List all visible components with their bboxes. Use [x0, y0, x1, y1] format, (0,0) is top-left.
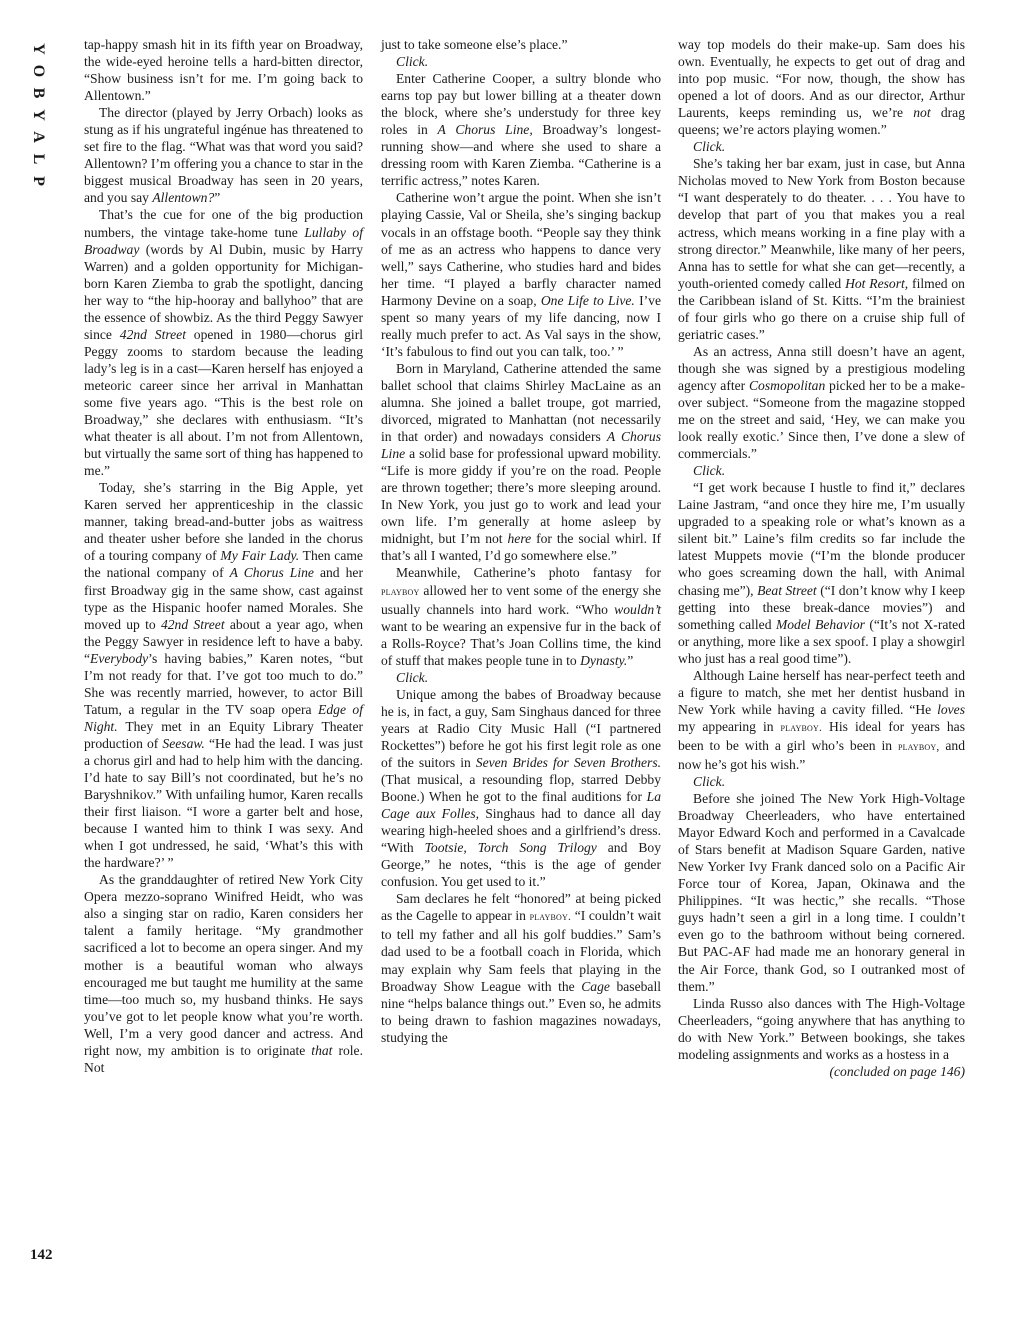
article-paragraph: Click.: [693, 463, 726, 479]
article-paragraph: Click.: [396, 54, 429, 70]
article-paragraph: “I get work because I hustle to find it,” declares Laine Jastram, “and once they hire me, I’m usually upgraded to a speaking role or what’s known as a silent bit.” Laine’s film credits so far include the latest Muppets movie (“I’m the blonde producer who goes screaming down the hall, with Animal chasing me”), Beat Street (“I don’t know why I keep getting into these break-dance movies”) and something called Model Behavior (“It’s not X-rated or anything, more like a sex spoof. I play a showgirl who just has a real good time”).: [678, 480, 966, 666]
continued-note: (concluded on page 146): [829, 1063, 965, 1079]
article-paragraph: Catherine won’t argue the point. When she isn’t playing Cassie, Val or Sheila, she’s singing backup vocals in an offstage booth. “People say they think of me as an actress who happens to dance very well,” says Catherine, who studies hard and bides her time. “I played a barfly character named Harmony Devine on a soap, One Life to Live. I’ve spent so many years of my life dancing, now I really much prefer to act. As Val says in the show, ‘It’s fabulous to find out you can talk, too.’ ”: [381, 190, 661, 359]
article-paragraph: Unique among the babes of Broadway because he is, in fact, a guy, Sam Singhaus danced for three years at Radio City Music Hall (“I partnered Rockettes”) before he got his first legit role as one of the suitors in Seven Brides for Seven Brothers. (That musical, a resounding flop, starred Debby Boone.) When he got to the final auditions for La Cage aux Folles, Singhaus had to dance all day wearing high-heeled shoes and a girlfriend’s dress. “With Tootsie, Torch Song Trilogy and Boy George,” he notes, “this is the age of gender confusion. You get used to it.”: [381, 686, 662, 890]
page-number: 142: [30, 1247, 53, 1263]
article-paragraph: Click.: [396, 669, 429, 685]
article-paragraph: just to take someone else’s place.”: [381, 37, 568, 52]
article-paragraph: tap-happy smash hit in its fifth year on Broadway, the wide-eyed heroine tells a hard-bitten director, “Show business isn’t for me. I’m going back to Allentown.”: [84, 37, 363, 104]
logo-letter: P: [30, 176, 47, 186]
article-paragraph: Sam declares he felt “honored” at being picked as the Cagelle to appear in playboy. “I couldn’t wait to tell my father and all his golf buddies.” Sam’s dad used to be a football coach in Florida, which may explain why Sam feels that playing in the Broadway Show League with the Cage baseball nine “helps balance things out.” Even so, he admits to being drawn to fashion magazines nowadays, studying the: [381, 891, 661, 1045]
article-paragraph: way top models do their make-up. Sam does his own. Eventually, he expects to get out of drag and into pop music. “For now, though, the show has opened a lot of doors. And as our director, Arthur Laurents, keeps reminding us, we’re not drag queens; we’re actors playing women.”: [678, 37, 965, 138]
article-paragraph: Although Laine herself has near-perfect teeth and a figure to match, she met her dentist husband in New York while having a cavity filled. “He loves my appearing in playboy. His ideal for years has been to be with a girl who’s been in playboy, and now he’s got his wish.”: [678, 667, 965, 772]
logo-letter: B: [30, 87, 47, 99]
article-paragraph: The director (played by Jerry Orbach) looks as stung as if his ungrateful ingénue has threatened to set fire to the flag. “What was that word you said? Allentown? I’m offering you a chance to star in the biggest musical Broadway has seen in 20 years, and you say Allentown?”: [84, 105, 363, 206]
logo-letter: Y: [30, 43, 47, 55]
article-paragraph: Before she joined The New York High-Voltage Broadway Cheerleaders, who have entertained Mayor Edward Koch and performed in a Cavalcade of Stars benefit at Madison Square Garden, native New Yorker Ivy Frank danced solo on a Pacific Air Force tour of Korea, Japan, Okinawa and the Philippines. “It was hectic,” she recalls. “Those guys hadn’t seen a girl in a long time. I couldn’t even go to the bathroom without being cornered. But PAC-AF had made me an honorary general in the Air Force, thank God, so I outranked most of them.”: [678, 791, 965, 994]
article-column-3: [678, 36, 965, 1080]
article-paragraph: Click.: [693, 139, 726, 155]
article-paragraph: Meanwhile, Catherine’s photo fantasy for playboy allowed her to vent some of the energy she usually channels into hard work. “Who wouldn’t want to be wearing an expensive fur in the back of a Rolls-Royce? That’s Joan Collins time, the kind of stuff that makes people tune in to Dynasty.”: [381, 565, 661, 668]
article-paragraph: As an actress, Anna still doesn’t have an agent, though she was signed by a prestigious modeling agency after Cosmopolitan picked her to be a make-over subject. “Someone from the magazine stopped me on the street and said, ‘Hey, we can make you look really exotic.’ Since then, I’ve done a slew of commercials.”: [678, 343, 965, 462]
article-paragraph: As the granddaughter of retired New York City Opera mezzo-soprano Winifred Heidt, who was also a singing star on radio, Karen considers her talent a family heritage. “My grandmother sacrificed a lot to become an opera singer. And my mother is a beautiful woman who always encouraged me but taught me humility at the same time—too much so, my husband thinks. He says you’ve got to let people know what you’re worth. Well, I’m a very good dancer and actress. And right now, my ambition is to originate that role. Not: [84, 872, 363, 1075]
logo-letter: O: [30, 64, 47, 78]
article-paragraph: Linda Russo also dances with The High-Voltage Cheerleaders, “going anywhere that has anything to do with New York.” Between bookings, she takes modeling assignments and works as a hostess in a: [678, 995, 965, 1062]
article-paragraph: That’s the cue for one of the big production numbers, the vintage take-home tune Lullaby of Broadway (words by Al Dubin, music by Harry Warren) and a golden opportunity for Michigan-born Karen Ziemba to grab the spotlight, dancing her way to “the hip-hooray and ballyhoo” that are the essence of showbiz. As the third Peggy Sawyer since 42nd Street opened in 1980—chorus girl Peggy zooms to stardom because the leading lady’s leg is in a cast—Karen herself has enjoyed a meteoric career since her arrival in Manhattan some five years ago. “This is the best role on Broadway,” she declares with enthusiasm. “It’s what theater is all about. I’m not from Allentown, but virtually the same sort of thing has happened to me.”: [84, 207, 363, 479]
article-paragraph: Click.: [693, 774, 726, 790]
article-paragraph: She’s taking her bar exam, just in case, but Anna Nicholas moved to New York from Boston because “I want desperately to do theater. . . . You have to develop that part of you that makes you a real actress, which means working in a fine play with a strong director.” Meanwhile, like many of her peers, Anna has to settle for what she can get—recently, a youth-oriented comedy called Hot Resort, filmed on the Caribbean island of St. Kitts. “I’m the brainiest of four girls who go there on a cruise ship full of geriatric cases.”: [678, 156, 965, 342]
article-paragraph: Today, she’s starring in the Big Apple, yet Karen served her apprenticeship in the classic manner, taking bread-and-butter jobs as waitress and theater usher before she landed in the chorus of a touring company of My Fair Lady. Then came the national company of A Chorus Line and her first Broadway gig in the same show, cast against type as the Hispanic hoofer named Morales. She moved up to 42nd Street about a year ago, when the Peggy Sawyer in residence left to have a baby. “Everybody’s having babies,” Karen notes, “but I’m not ready for that. I’ve got too much to do.” She was recently married, however, to actor Bill Tatum, a regular in the TV soap opera Edge of Night. They met in an Equity Library Theater production of Seesaw. “He had the lead. I was just a chorus girl and had to help him with the dancing. I’d hate to say Bill’s not coordinated, but he’s no Baryshnikov.” With unfailing humor, Karen recalls their first liaison. “I wore a garter belt and hose, because I wanted him to think I was sexy. And when I got undressed, he said, ‘What’s this with the hardware?’ ”: [84, 480, 364, 871]
logo-letter: Y: [30, 109, 47, 121]
article-paragraph: Born in Maryland, Catherine attended the same ballet school that claims Shirley MacLaine as an alumna. She joined a ballet troupe, got married, divorced, migrated to Manhattan (not necessarily in that order) and nowadays considers A Chorus Line a solid base for professional upward mobility. “Life is more giddy if you’re on the road. People are thrown together; there’s more sleeping around. In New York, you just go to work and lead your own life. I’m generally at home asleep by midnight, but I’m not here for the social whirl. If that’s all I wanted, I’d go somewhere else.”: [381, 360, 662, 564]
magazine-sidebar-logo: [30, 38, 46, 192]
article-paragraph: Enter Catherine Cooper, a sultry blonde who earns top pay but lower billing at a theater down the block, where she’s understudy for three key roles in A Chorus Line, Broadway’s longest-running show—and where she used to share a dressing room with Karen Ziemba. “Catherine is a terrific actress,” notes Karen.: [381, 71, 661, 189]
logo-letter: L: [30, 153, 47, 165]
article-column-1: [84, 36, 363, 1076]
article-column-2: [381, 36, 661, 1046]
logo-letter: A: [30, 131, 47, 143]
